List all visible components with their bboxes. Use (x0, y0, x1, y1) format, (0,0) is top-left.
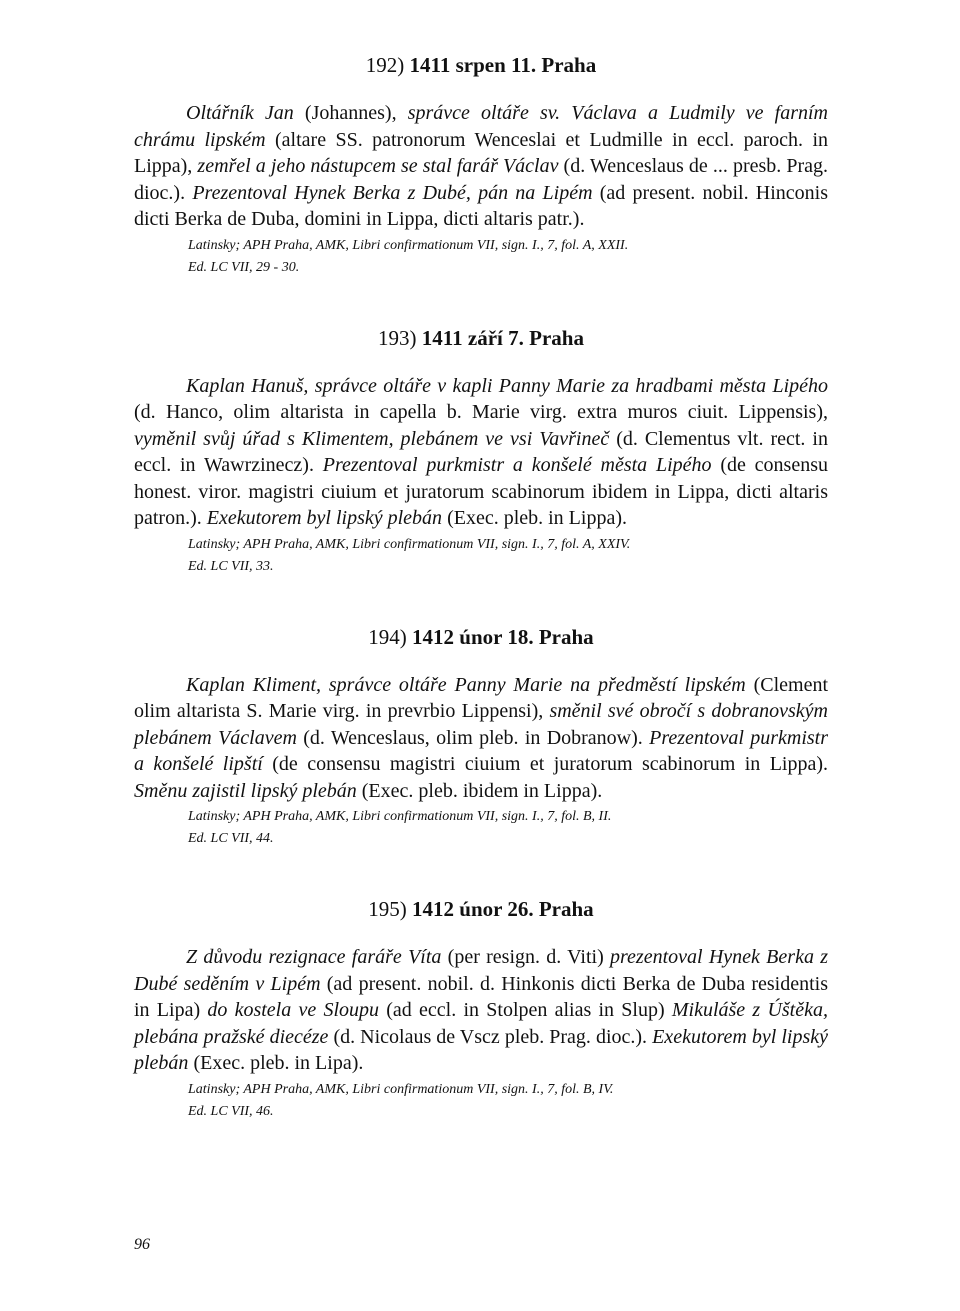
body-segment: (d. Clementus vlt. rect. in eccl. in Wawrzinecz). (134, 427, 828, 476)
body-segment: (Clement olim altarista S. Marie virg. in prevrbio Lippensi), (134, 673, 828, 722)
body-segment: (ad eccl. in Stolpen alias in Slup) (379, 999, 672, 1021)
entry-edition: Ed. LC VII, 33. (188, 558, 274, 574)
body-segment: (d. Hanco, olim altarista in capella b. Marie virg. extra muros ciuit. Lippensis), (134, 401, 828, 423)
entry-date: 1412 únor 26. (412, 897, 534, 921)
body-segment: Prezentoval purkmistr a konšelé lipští (134, 726, 828, 775)
entry-date: 1411 září 7. (421, 325, 524, 350)
body-segment: (per resign. d. Viti) (441, 946, 611, 968)
entry-heading (134, 624, 828, 650)
entry-192 (134, 52, 828, 279)
page-number: 96 (134, 1236, 150, 1253)
body-segment: Mikuláše z Úštěka, plebána pražské diecéze (134, 999, 828, 1048)
entry-number: 194) (368, 624, 407, 649)
body-segment: (de consensu honest. viror. magistri ciuium et juratorum scabinorum ibidem in Lippa, dicti altaris patron.). (134, 454, 828, 529)
body-segment: (d. Wenceslaus de ... presb. Prag. dioc.). (134, 155, 829, 204)
entry-body (134, 944, 828, 1077)
entry-edition: Ed. LC VII, 46. (188, 1103, 274, 1119)
entry-number: 195) (368, 897, 407, 921)
entry-193 (134, 325, 828, 578)
entry-source: Latinsky; APH Praha, AMK, Libri confirmationum VII, sign. I., 7, fol. A, XXIV. (188, 536, 631, 552)
entry-date: 1412 únor 18. (412, 624, 534, 649)
body-segment: Kaplan Hanuš, správce oltáře v kapli Panny Marie za hradbami města Lipého (186, 374, 828, 397)
document-page (134, 52, 828, 1123)
body-segment: Směnu zajistil lipský plebán (134, 779, 357, 802)
body-segment: správce oltáře sv. Václava a Ludmily ve farním chrámu lipském (134, 102, 829, 151)
entry-body (134, 373, 828, 532)
entry-source: Latinsky; APH Praha, AMK, Libri confirmationum VII, sign. I., 7, fol. A, XXII. (188, 237, 629, 253)
entry-body (134, 672, 828, 805)
body-segment: Prezentoval purkmistr a konšelé města Lipého (322, 454, 712, 476)
body-segment: (altare SS. patronorum Wenceslai et Ludmille in eccl. paroch. in Lippa), (134, 128, 828, 177)
entry-heading (134, 896, 828, 922)
body-segment: (Exec. pleb. in Lipa). (188, 1052, 364, 1074)
entry-place: Praha (541, 53, 597, 77)
body-segment: (ad present. nobil. d. Hinkonis dicti Berka de Duba residentis in Lipa) (134, 972, 828, 1021)
body-segment: (Exec. pleb. in Lippa). (442, 507, 627, 529)
body-segment: Prezentoval Hynek Berka z Dubé, pán na Lipém (192, 181, 593, 204)
entry-source: Latinsky; APH Praha, AMK, Libri confirmationum VII, sign. I., 7, fol. B, IV. (188, 1081, 614, 1097)
body-segment: Exekutorem byl lipský plebán (206, 507, 443, 529)
entry-heading (134, 325, 828, 351)
body-segment: (d. Wenceslaus, olim pleb. in Dobranow). (296, 726, 650, 749)
entry-place: Praha (529, 325, 584, 350)
entry-place: Praha (538, 624, 594, 649)
entry-body (134, 100, 828, 233)
entry-edition: Ed. LC VII, 44. (188, 831, 274, 846)
body-segment: Oltářník Jan (186, 102, 294, 124)
entry-source: Latinsky; APH Praha, AMK, Libri confirmationum VII, sign. I., 7, fol. B, II. (188, 809, 612, 824)
body-segment: prezentoval Hynek Berka z Dubé seděním v Lipém (134, 946, 828, 995)
body-segment: Exekutorem byl lipský plebán (134, 1025, 828, 1074)
body-segment: zemřel a jeho nástupcem se stal farář Václav (197, 155, 559, 177)
entry-194 (134, 624, 828, 851)
body-segment: směnil své obročí s dobranovským plebánem Václavem (134, 700, 828, 749)
body-segment: (Johannes), (293, 102, 408, 124)
body-segment: (Exec. pleb. ibidem in Lippa). (356, 779, 603, 802)
body-segment: (de consensu magistri ciuium et juratorum scabinorum in Lippa). (262, 753, 829, 775)
body-segment: (d. Nicolaus de Vscz pleb. Prag. dioc.). (328, 1025, 653, 1048)
entry-195 (134, 896, 828, 1123)
body-segment: do kostela ve Sloupu (207, 999, 380, 1021)
body-segment: (ad present. nobil. Hinconis dicti Berka de Duba, domini in Lippa, dicti altaris patr.). (134, 181, 829, 230)
entry-number: 192) (365, 53, 405, 77)
entry-heading (134, 52, 828, 78)
body-segment: Z důvodu rezignace faráře Víta (186, 946, 442, 968)
entry-place: Praha (538, 897, 594, 921)
entry-number: 193) (378, 325, 417, 350)
entry-date: 1411 srpen 11. (409, 53, 537, 77)
body-segment: Kaplan Kliment, správce oltáře Panny Marie na předměstí lipském (186, 673, 746, 696)
entry-edition: Ed. LC VII, 29 - 30. (188, 259, 300, 275)
body-segment: vyměnil svůj úřad s Klimentem, plebánem ve vsi Vavřineč (134, 427, 610, 450)
